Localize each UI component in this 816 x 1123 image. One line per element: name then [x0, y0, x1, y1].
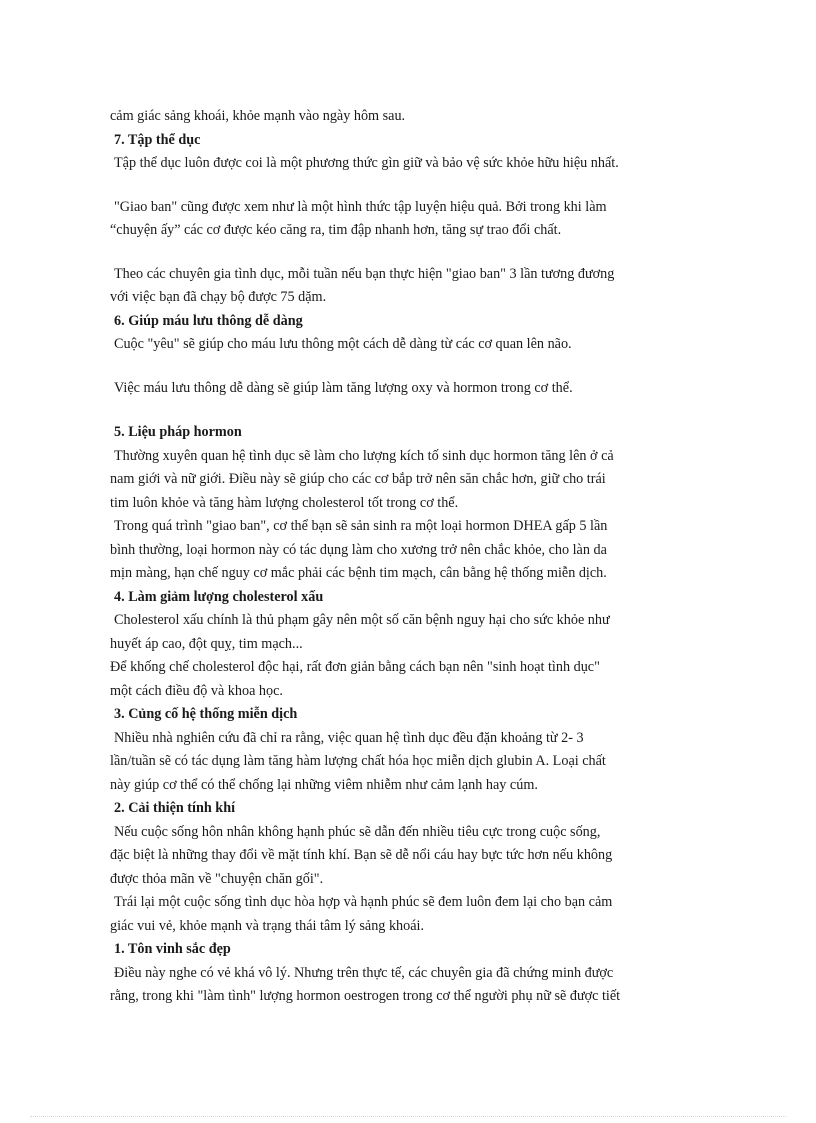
paragraph-line: Nhiều nhà nghiên cứu đã chỉ ra rằng, việc quan hệ tình dục đều đặn khoảng từ 2- 3: [114, 729, 584, 746]
section-heading-7: 7. Tập thể dục: [114, 131, 201, 148]
paragraph-line: đặc biệt là những thay đổi về mặt tính khí. Bạn sẽ dễ nổi cáu hay bực tức hơn nếu không: [110, 847, 613, 863]
document-page: [110, 105, 710, 1009]
paragraph-line: Cuộc "yêu" sẽ giúp cho máu lưu thông một cách dễ dàng từ các cơ quan lên não.: [114, 336, 572, 352]
paragraph-line: lần/tuần sẽ có tác dụng làm tăng hàm lượng chất hóa học miễn dịch glubin A. Loại chất: [110, 753, 606, 769]
paragraph-line: Thường xuyên quan hệ tình dục sẽ làm cho lượng kích tố sinh dục hormon tăng lên ở cả: [114, 447, 614, 464]
paragraph-line: Nếu cuộc sống hôn nhân không hạnh phúc sẽ dẫn đến nhiều tiêu cực trong cuộc sống,: [114, 823, 601, 840]
section-heading-5: 5. Liệu pháp hormon: [114, 424, 242, 440]
paragraph-line: giác vui vẻ, khỏe mạnh và trạng thái tâm lý sảng khoái.: [110, 917, 425, 934]
section-heading-1: 1. Tôn vinh sắc đẹp: [114, 941, 231, 957]
paragraph-line: một cách điều độ và khoa học.: [110, 682, 283, 699]
section-heading-3: 3. Củng cố hệ thống miễn dịch: [114, 706, 298, 722]
paragraph-line: huyết áp cao, đột quỵ, tim mạch...: [110, 635, 303, 652]
paragraph-line: nam giới và nữ giới. Điều này sẽ giúp cho các cơ bắp trở nên săn chắc hơn, giữ cho trái: [110, 471, 606, 487]
paragraph-line: này giúp cơ thể có thể chống lại những viêm nhiễm như cảm lạnh hay cúm.: [110, 776, 538, 793]
section-heading-4: 4. Làm giảm lượng cholesterol xấu: [114, 588, 324, 605]
paragraph-line: Điều này nghe có vẻ khá vô lý. Nhưng trên thực tế, các chuyên gia đã chứng minh được: [114, 964, 614, 981]
page-bottom-divider: [30, 1116, 786, 1117]
paragraph-line: bình thường, loại hormon này có tác dụng làm cho xương trở nên chắc khỏe, cho làn da: [110, 541, 607, 558]
paragraph-line: Trong quá trình "giao ban", cơ thể bạn sẽ sản sinh ra một loại hormon DHEA gấp 5 lần: [114, 518, 608, 534]
paragraph-line: tim luôn khỏe và tăng hàm lượng cholesterol tốt trong cơ thể.: [110, 494, 459, 511]
paragraph-line: mịn màng, hạn chế nguy cơ mắc phải các bệnh tim mạch, cân bằng hệ thống miễn dịch.: [110, 565, 607, 581]
paragraph-line: Để khống chế cholesterol độc hại, rất đơn giản bằng cách bạn nên "sinh hoạt tình dục": [110, 659, 600, 675]
paragraph-line: “chuyện ấy” các cơ được kéo căng ra, tim đập nhanh hơn, tăng sự trao đổi chất.: [110, 222, 562, 238]
paragraph-line: rằng, trong khi "làm tình" lượng hormon oestrogen trong cơ thể người phụ nữ sẽ được tiết: [110, 988, 621, 1004]
paragraph-line: Trái lại một cuộc sống tình dục hòa hợp và hạnh phúc sẽ đem luôn đem lại cho bạn cảm: [114, 894, 613, 910]
paragraph-line: Cholesterol xấu chính là thủ phạm gây nên một số căn bệnh nguy hại cho sức khỏe như: [114, 612, 610, 628]
paragraph-line: "Giao ban" cũng được xem như là một hình thức tập luyện hiệu quả. Bởi trong khi làm: [114, 198, 607, 215]
paragraph-line: được thỏa mãn về "chuyện chăn gối".: [110, 870, 324, 887]
paragraph-line: Tập thể dục luôn được coi là một phương thức gìn giữ và bảo vệ sức khỏe hữu hiệu nhất.: [114, 155, 619, 171]
paragraph-line: cảm giác sảng khoái, khỏe mạnh vào ngày hôm sau.: [110, 108, 406, 124]
paragraph-line: với việc bạn đã chạy bộ được 75 dặm.: [110, 289, 327, 305]
paragraph-line: Việc máu lưu thông dễ dàng sẽ giúp làm tăng lượng oxy và hormon trong cơ thể.: [114, 379, 573, 396]
paragraph-line: Theo các chuyên gia tình dục, mỗi tuần nếu bạn thực hiện "giao ban" 3 lần tương đương: [114, 265, 615, 282]
section-heading-6: 6. Giúp máu lưu thông dễ dàng: [114, 312, 303, 329]
section-heading-2: 2. Cải thiện tính khí: [114, 800, 236, 816]
